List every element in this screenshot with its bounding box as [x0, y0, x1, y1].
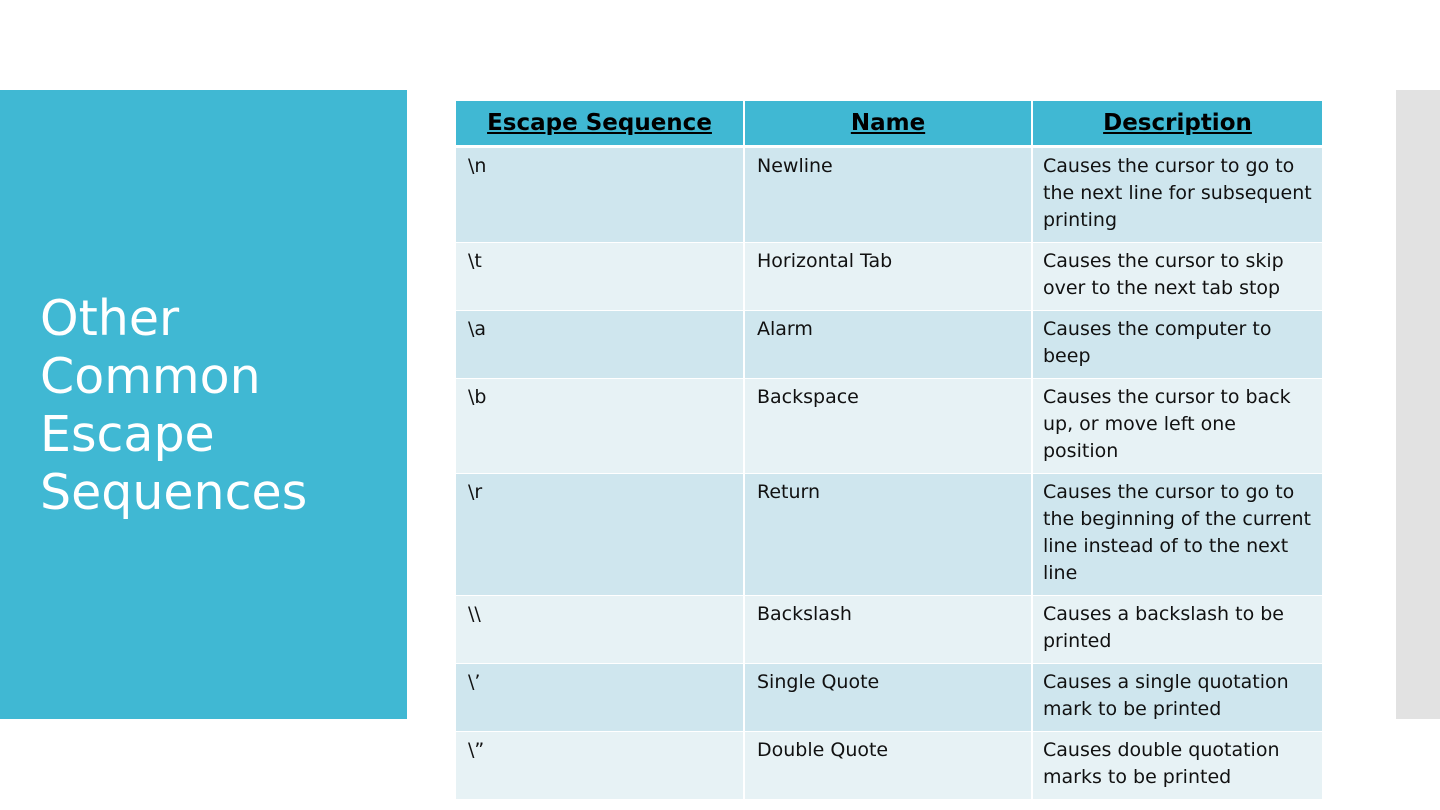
- cell-description: Causes the cursor to back up, or move left one position: [1032, 379, 1322, 474]
- cell-description: Causes double quotation marks to be printed: [1032, 732, 1322, 800]
- table-row: [456, 379, 1322, 474]
- cell-sequence: \n: [456, 147, 744, 243]
- table-row: [456, 311, 1322, 379]
- table-row: [456, 596, 1322, 664]
- table-row: [456, 664, 1322, 732]
- table-row: [456, 147, 1322, 243]
- cell-description: Causes a backslash to be printed: [1032, 596, 1322, 664]
- cell-description: Causes the cursor to go to the next line for subsequent printing: [1032, 147, 1322, 243]
- cell-name: Backslash: [744, 596, 1032, 664]
- cell-description: Causes a single quotation mark to be printed: [1032, 664, 1322, 732]
- header-escape-sequence: Escape Sequence: [456, 101, 744, 147]
- cell-sequence: \a: [456, 311, 744, 379]
- side-strip: [1396, 90, 1440, 719]
- cell-sequence: \b: [456, 379, 744, 474]
- table-row: [456, 732, 1322, 800]
- cell-sequence: \\: [456, 596, 744, 664]
- cell-sequence: \r: [456, 474, 744, 596]
- cell-name: Single Quote: [744, 664, 1032, 732]
- cell-name: Return: [744, 474, 1032, 596]
- cell-name: Horizontal Tab: [744, 243, 1032, 311]
- header-description: Description: [1032, 101, 1322, 147]
- header-name: Name: [744, 101, 1032, 147]
- slide-title: Other Common Escape Sequences: [40, 290, 308, 521]
- cell-sequence: \t: [456, 243, 744, 311]
- cell-name: Double Quote: [744, 732, 1032, 800]
- cell-description: Causes the cursor to go to the beginning of the current line instead of to the next line: [1032, 474, 1322, 596]
- escape-sequence-table: [456, 101, 1322, 800]
- cell-name: Newline: [744, 147, 1032, 243]
- cell-sequence: \”: [456, 732, 744, 800]
- cell-description: Causes the computer to beep: [1032, 311, 1322, 379]
- table-header-row: [456, 101, 1322, 147]
- table-row: [456, 243, 1322, 311]
- cell-sequence: \’: [456, 664, 744, 732]
- cell-description: Causes the cursor to skip over to the next tab stop: [1032, 243, 1322, 311]
- table-row: [456, 474, 1322, 596]
- cell-name: Backspace: [744, 379, 1032, 474]
- cell-name: Alarm: [744, 311, 1032, 379]
